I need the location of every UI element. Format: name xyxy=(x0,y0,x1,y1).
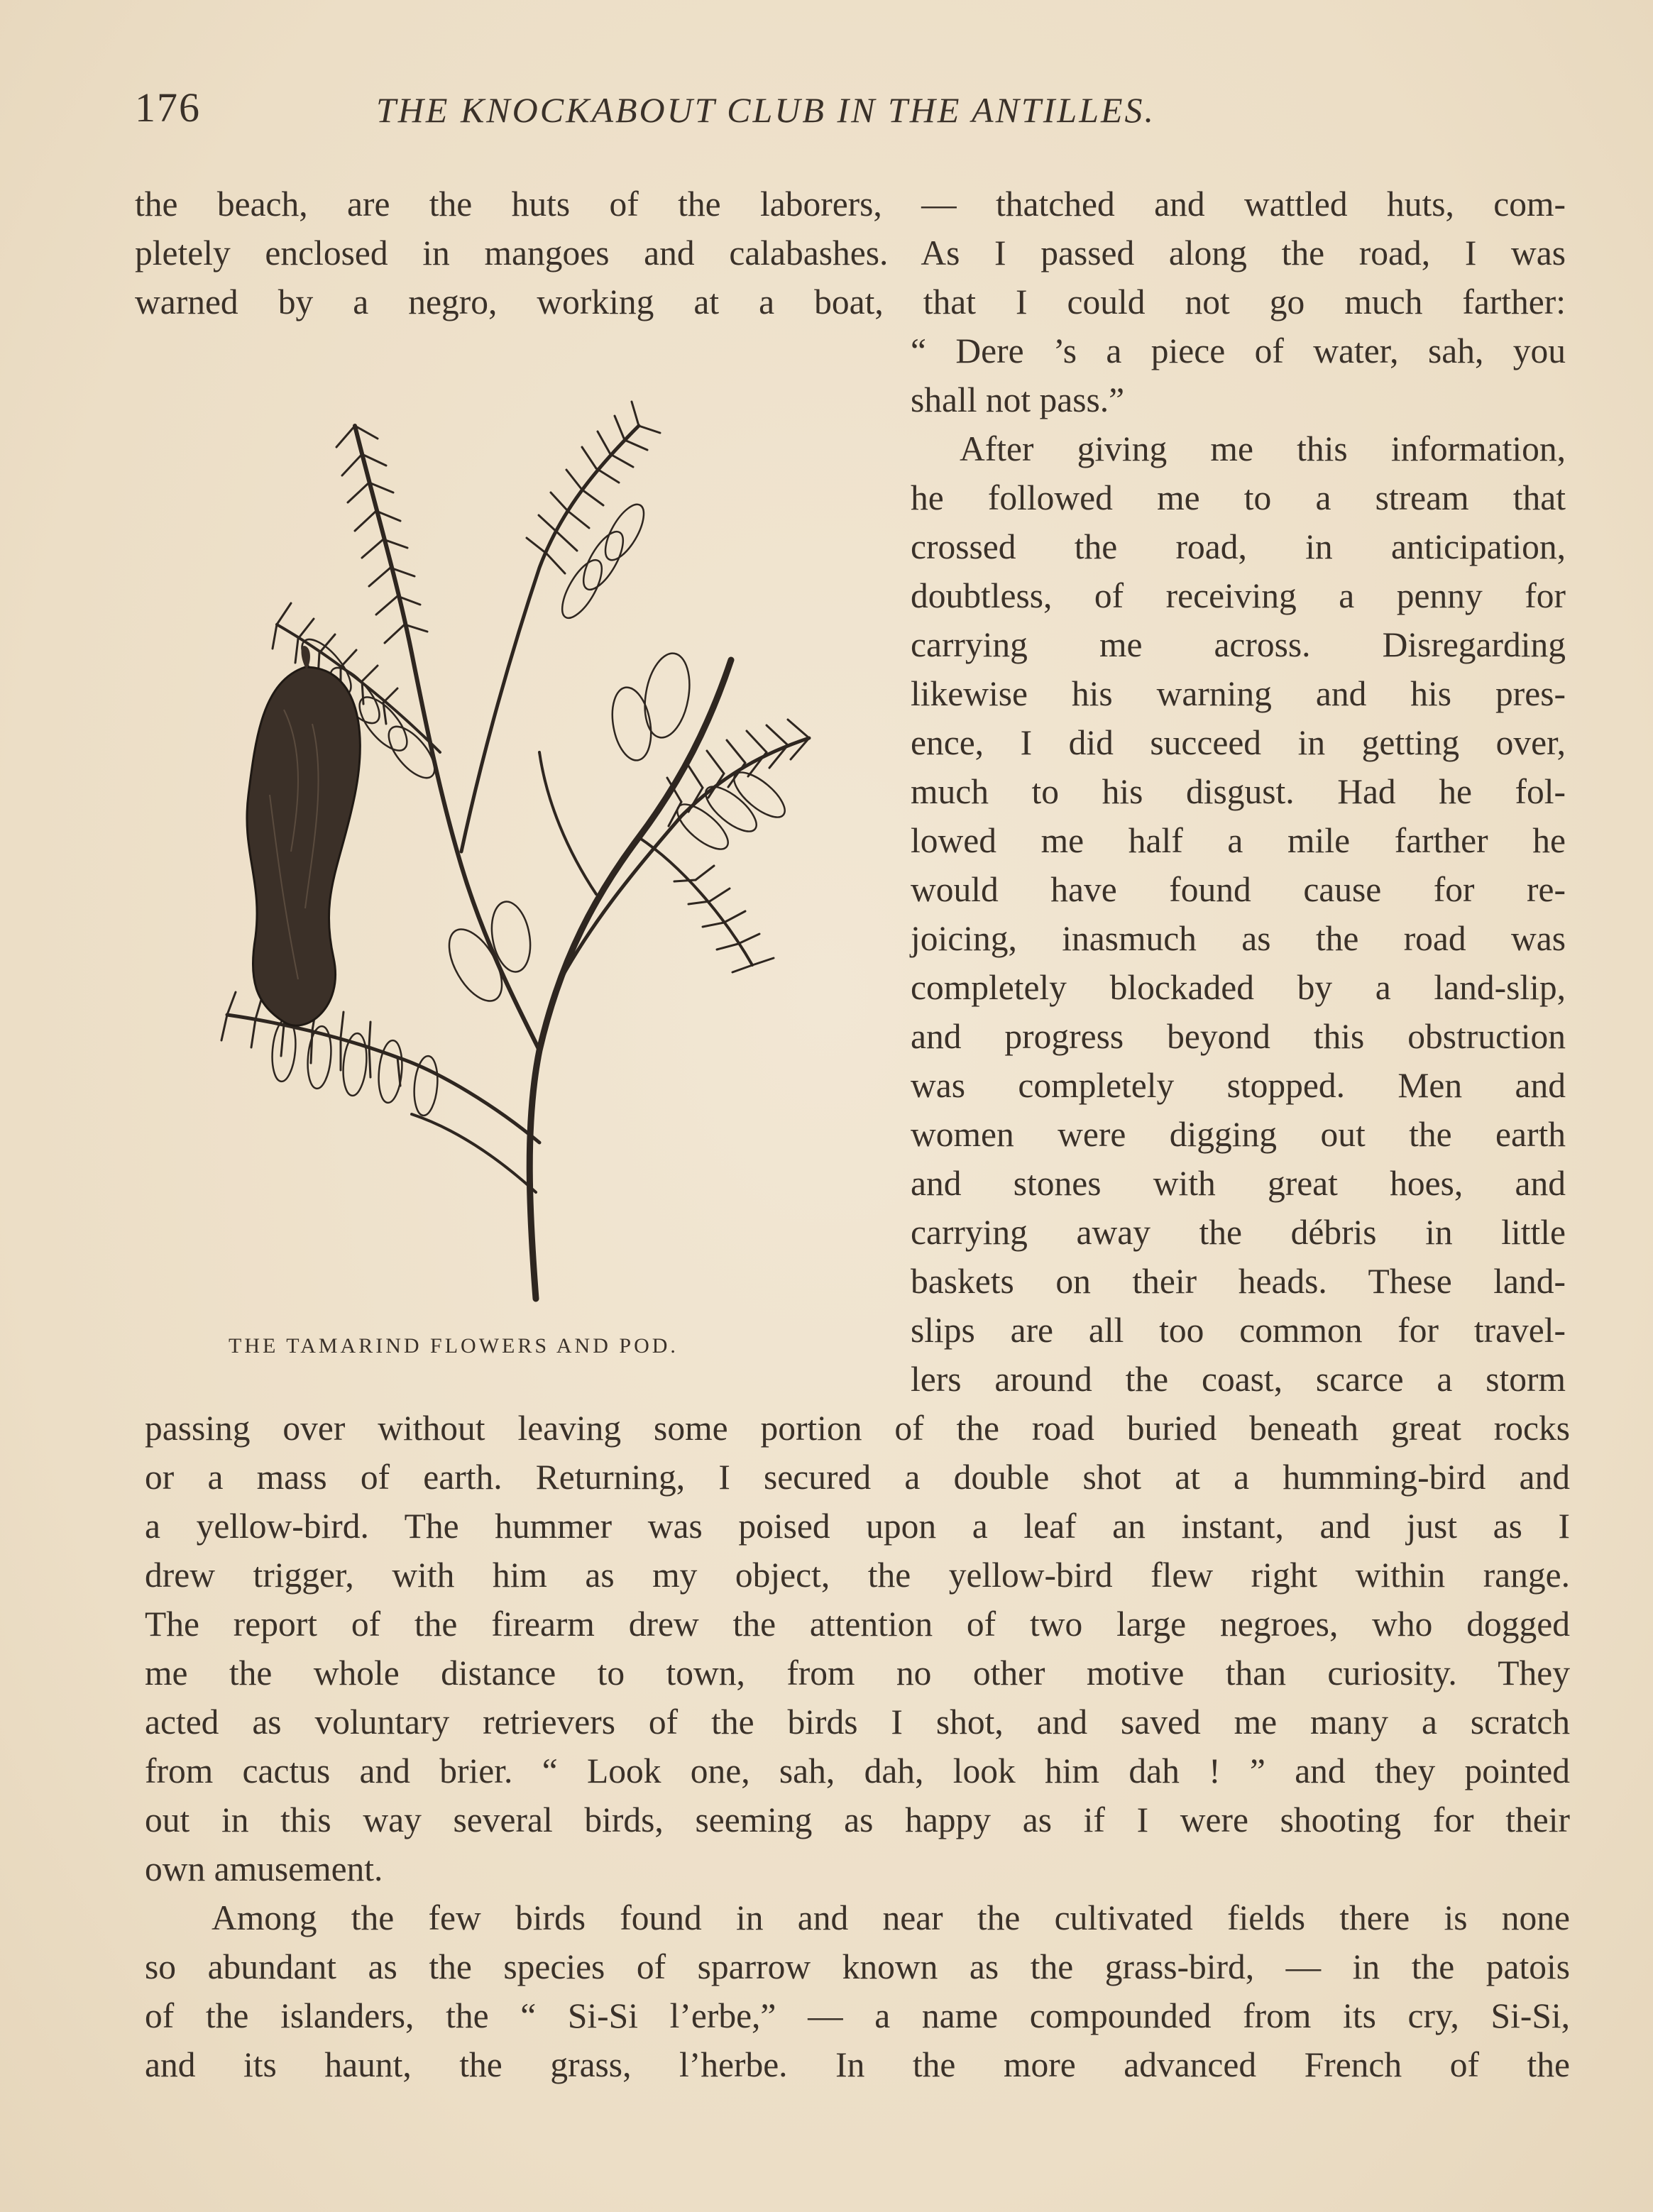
running-title: THE KNOCKABOUT CLUB IN THE ANTILLES. xyxy=(376,90,1156,130)
text-line: lers around the coast, scarce a storm xyxy=(911,1360,1566,1399)
text-line: likewise his warning and his pres- xyxy=(911,674,1566,713)
text-line: acted as voluntary retrievers of the birds I shot, and saved me many a scratch xyxy=(145,1702,1570,1741)
text-line: pletely enclosed in mangoes and calabashes. As I passed along the road, I was xyxy=(135,233,1566,273)
text-line: women were digging out the earth xyxy=(911,1115,1566,1154)
text-line: and progress beyond this obstruction xyxy=(911,1017,1566,1056)
page-number: 176 xyxy=(135,84,201,131)
text-line: passing over without leaving some portion of the road buried beneath great rocks xyxy=(145,1409,1570,1448)
text-line: and its haunt, the grass, l’herbe. In the more advanced French of the xyxy=(145,2045,1570,2084)
text-line: lowed me half a mile farther he xyxy=(911,821,1566,860)
text-line: would have found cause for re- xyxy=(911,870,1566,909)
tamarind-illustration xyxy=(142,355,887,1320)
text-line: doubtless, of receiving a penny for xyxy=(911,576,1566,615)
text-line: crossed the road, in anticipation, xyxy=(911,527,1566,566)
text-line: a yellow-bird. The hummer was poised upon a leaf an instant, and just as I xyxy=(145,1507,1570,1546)
text-line: ence, I did succeed in getting over, xyxy=(911,723,1566,762)
text-line: of the islanders, the “ Si-Si l’erbe,” — a name compounded from its cry, Si-Si, xyxy=(145,1996,1570,2035)
text-line: carrying me across. Disregarding xyxy=(911,625,1566,664)
text-line: warned by a negro, working at a boat, that I could not go much farther: xyxy=(135,282,1566,321)
text-line: he followed me to a stream that xyxy=(911,478,1566,517)
text-line: baskets on their heads. These land- xyxy=(911,1262,1566,1301)
text-line: After giving me this information, xyxy=(960,429,1566,468)
text-line: completely blockaded by a land-slip, xyxy=(911,968,1566,1007)
text-line: was completely stopped. Men and xyxy=(911,1066,1566,1105)
text-line: slips are all too common for travel- xyxy=(911,1311,1566,1350)
text-line: so abundant as the species of sparrow known as the grass-bird, — in the patois xyxy=(145,1947,1570,1986)
text-line: carrying away the débris in little xyxy=(911,1213,1566,1252)
text-line: shall not pass.” xyxy=(911,380,1125,419)
text-line: the beach, are the huts of the laborers, — thatched and wattled huts, com- xyxy=(135,185,1566,224)
text-line: out in this way several birds, seeming as happy as if I were shooting for their xyxy=(145,1800,1570,1839)
page-header xyxy=(135,84,1547,141)
text-line: The report of the firearm drew the attention of two large negroes, who dogged xyxy=(145,1605,1570,1644)
text-line: drew trigger, with him as my object, the yellow-bird flew right within range. xyxy=(145,1556,1570,1595)
text-line: Among the few birds found in and near the cultivated fields there is none xyxy=(212,1898,1570,1937)
text-line: or a mass of earth. Returning, I secured a double shot at a humming-bird and xyxy=(145,1458,1570,1497)
text-line: and stones with great hoes, and xyxy=(911,1164,1566,1203)
text-line: much to his disgust. Had he fol- xyxy=(911,772,1566,811)
text-line: “ Dere ’s a piece of water, sah, you xyxy=(911,331,1566,370)
text-line: joicing, inasmuch as the road was xyxy=(911,919,1566,958)
text-line: from cactus and brier. “ Look one, sah, dah, look him dah ! ” and they pointed xyxy=(145,1751,1570,1790)
text-line: own amusement. xyxy=(145,1849,383,1888)
text-line: me the whole distance to town, from no other motive than curiosity. They xyxy=(145,1654,1570,1693)
figure-caption: THE TAMARIND FLOWERS AND POD. xyxy=(229,1334,679,1358)
